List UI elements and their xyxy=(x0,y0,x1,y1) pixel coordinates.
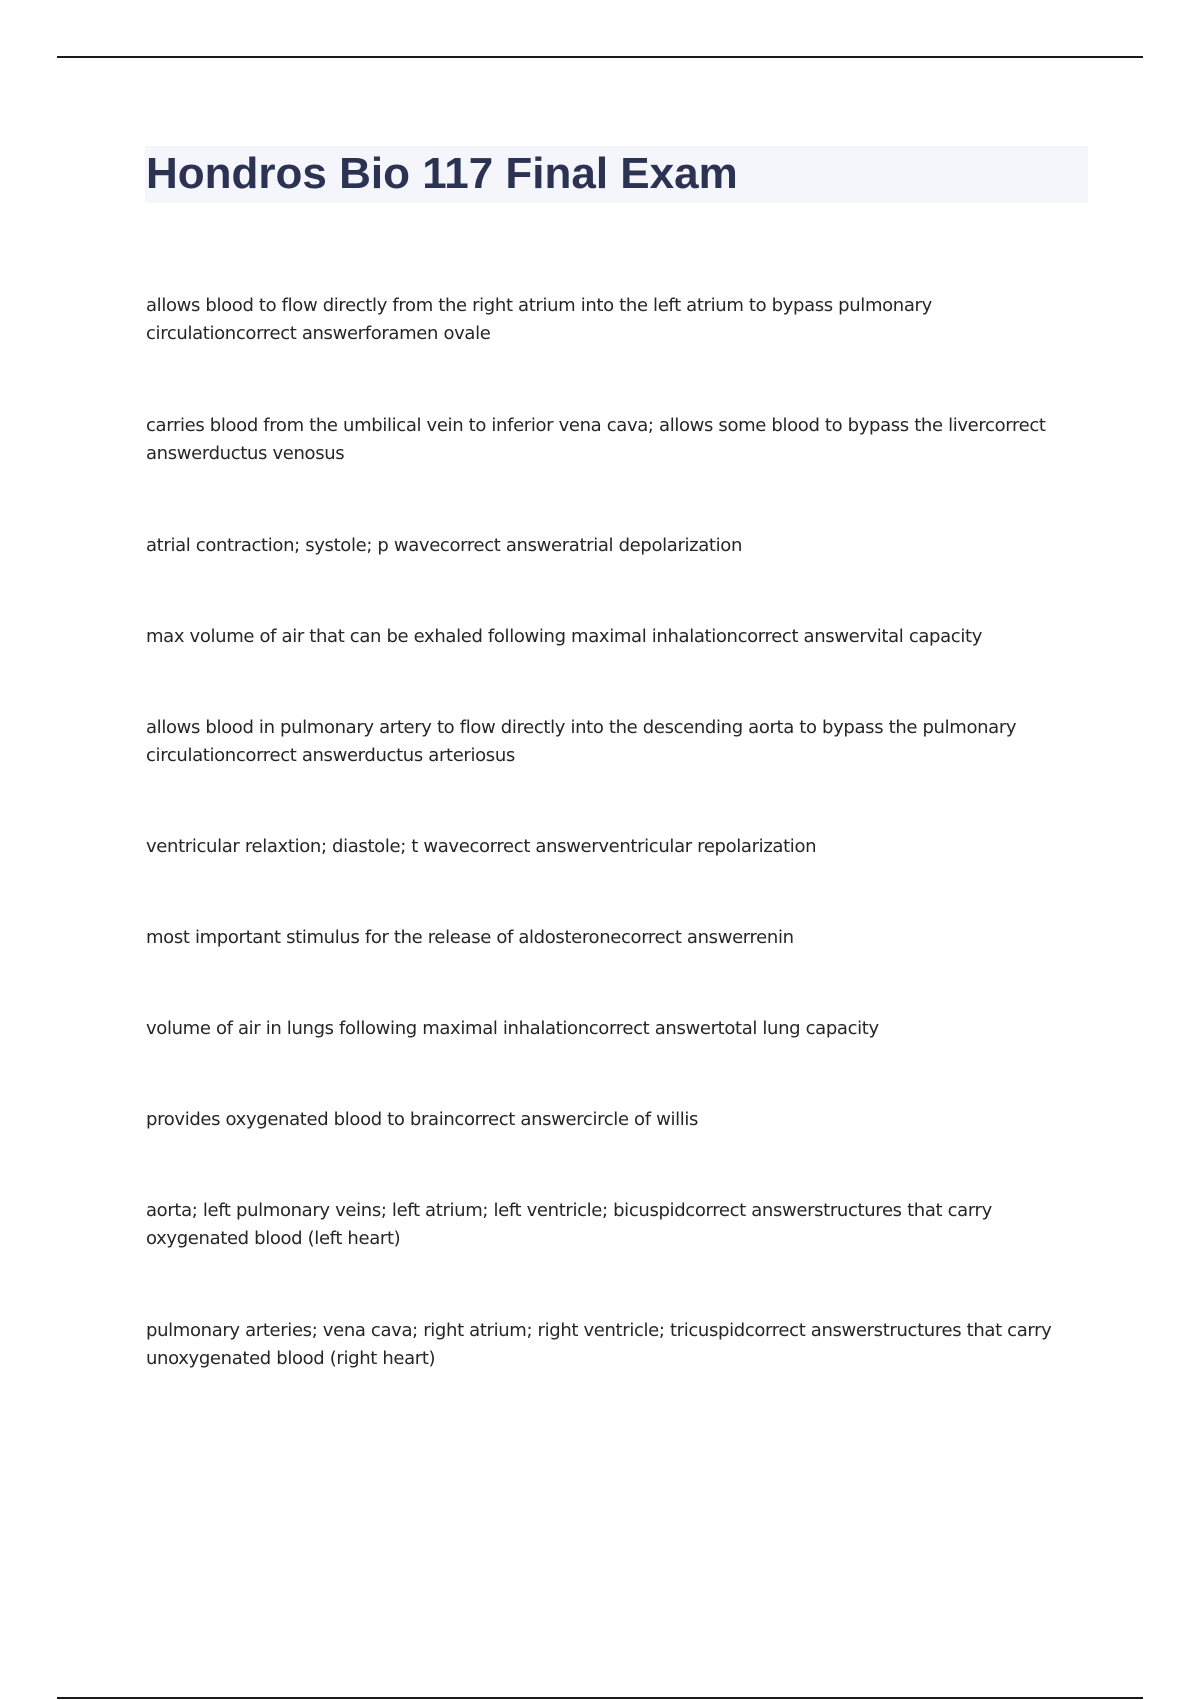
qa-item: allows blood to flow directly from the right atrium into the left atrium to bypass pulmonary circulationcorrect answerforamen ovale xyxy=(146,295,932,344)
qa-item: aorta; left pulmonary veins; left atrium; left ventricle; bicuspidcorrect answerstructures that carry oxygenated blood (left heart) xyxy=(146,1200,992,1249)
qa-item: provides oxygenated blood to braincorrect answercircle of willis xyxy=(146,1109,699,1130)
qa-item: most important stimulus for the release of aldosteronecorrect answerrenin xyxy=(146,927,794,948)
qa-item: carries blood from the umbilical vein to inferior vena cava; allows some blood to bypass the livercorrect answerductus venosus xyxy=(146,415,1046,464)
bottom-divider xyxy=(57,1697,1143,1699)
page-title: Hondros Bio 117 Final Exam xyxy=(146,149,738,198)
qa-item: ventricular relaxtion; diastole; t wavecorrect answerventricular repolarization xyxy=(146,836,817,857)
top-divider xyxy=(57,56,1143,58)
qa-item: pulmonary arteries; vena cava; right atrium; right ventricle; tricuspidcorrect answerstructures that carry unoxygenated blood (right heart) xyxy=(146,1320,1052,1369)
qa-item: allows blood in pulmonary artery to flow directly into the descending aorta to bypass the pulmonary circulationcorrect answerductus arteriosus xyxy=(146,717,1017,766)
qa-item: volume of air in lungs following maximal inhalationcorrect answertotal lung capacity xyxy=(146,1018,879,1039)
qa-item: atrial contraction; systole; p wavecorrect answeratrial depolarization xyxy=(146,535,743,556)
qa-item: max volume of air that can be exhaled following maximal inhalationcorrect answervital capacity xyxy=(146,626,983,647)
